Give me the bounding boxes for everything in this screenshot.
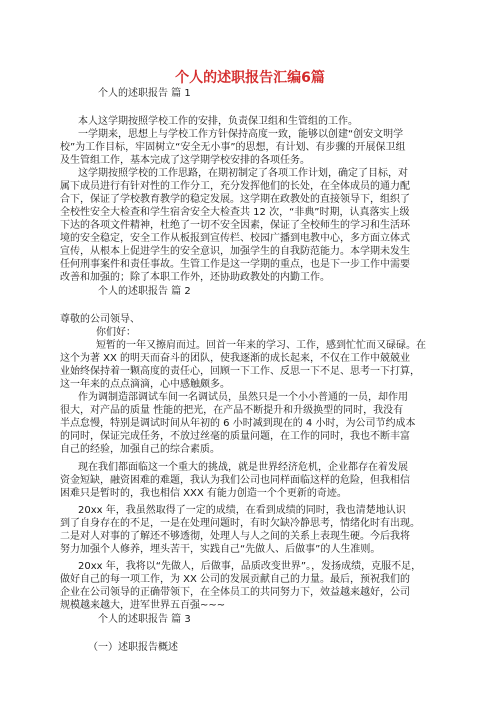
paragraph-line: 属下成员进行有针对性的工作分工，充分发挥他们的长处，在全体成员的通力配 <box>60 181 410 192</box>
paragraph-line: 这学期按照学校的工作思路，在期初制定了各项工作计划，确定了目标，对 <box>78 168 408 179</box>
paragraph-line: 下达的各项文件精神，杜绝了一切不安全因素，保证了全校师生的学习和生活环 <box>60 220 410 231</box>
paragraph-line: 努力加强个人修养，埋头苦干，实践自己“先做人、后做事”的人生准则。 <box>60 544 381 555</box>
section-heading-2: 个人的述职报告 篇 2 <box>98 286 191 297</box>
paragraph-line: 全校性安全大检查和学生宿舍安全大检查共 12 次，“非典”时期，认真落实上级 <box>60 207 410 218</box>
paragraph-line: 困难只是暂时的，我也相信 XXX 有能力创造一个个更新的奇迹。 <box>60 488 347 499</box>
paragraph-line: 做好自己的每一项工作，为 XX 公司的发展贡献自己的力量。最后，预祝我们的 <box>60 574 411 585</box>
paragraph-line: 本人这学期按照学校工作的安排，负责保卫组和生管组的工作。 <box>78 116 358 127</box>
paragraph-line: 很大，对产品的质量 性能的把光，在产品不断提升和升级换型的同时，我没有 <box>60 405 404 416</box>
paragraph-line: 宣传，从根本上促进学生的安全意识，加强学生的自我防范能力。本学期未发生 <box>60 246 410 257</box>
paragraph-line: 改善和加强的；除了本职工作外，还协助政教处的内勤工作。 <box>60 272 330 283</box>
paragraph-line: 半点怠慢，特别是调试时间从年初的 6 小时减到现在的 4 小时，为公司节约成本 <box>60 418 416 429</box>
paragraph-line: 这一年来的点点滴滴，心中感触颇多。 <box>60 379 230 390</box>
paragraph-line: 作为调制造部调试车间一名调试员，虽然只是一个小小普通的一员，却作用 <box>78 392 408 403</box>
paragraph-line: 20xx 年，我虽然取得了一定的成绩，在看到成绩的同时，我也清楚地认识 <box>78 505 406 516</box>
subsection-heading: （一）述职报告概述 <box>88 642 178 653</box>
paragraph-line: 自己的经验，加强自己的综合素质。 <box>60 444 220 455</box>
paragraph-line: 现在我们都面临这一个重大的挑战，就是世界经济危机，企业都存在着发展 <box>78 462 408 473</box>
greeting-line: 你们好： <box>96 327 136 338</box>
paragraph-line: 业始终保持着一颗高度的责任心，回顾一下工作、反思一下不足、思考一下打算， <box>60 366 420 377</box>
salutation-line: 尊敬的公司领导、 <box>60 314 140 325</box>
paragraph-line: 20xx 年，我将以“先做人，后做事，品质改变世界”。，发扬成绩，克服不足， <box>78 561 422 572</box>
paragraph-line: 企业在公司领导的正确带领下，在全体员工的共同努力下，效益越来越好，公司 <box>60 587 410 598</box>
paragraph-line: 短暂的一年又擦肩而过。回首一年来的学习、工作，感到忙忙而又碌碌。在 <box>96 340 426 351</box>
paragraph-line: 合下，保证了学校教育教学的稳定发展。这学期在政教处的直接领导下，组织了 <box>60 194 410 205</box>
paragraph-line: 境的安全稳定，安全工作从板报到宣传栏、校园广播到电教中心，多方面立体式 <box>60 233 410 244</box>
paragraph-line: 到了自身存在的不足，一是在处理问题时，有时欠缺冷静思考，情绪化时有出现。 <box>60 518 420 529</box>
document-title: 个人的述职报告汇编6篇 <box>175 70 325 86</box>
section-heading-1: 个人的述职报告 篇 1 <box>98 88 191 99</box>
paragraph-line: 规模越来越大，进军世界五百强~~~ <box>60 600 226 611</box>
section-heading-3: 个人的述职报告 篇 3 <box>98 614 191 625</box>
paragraph-line: 校”为工作目标，牢固树立“安全无小事”的思想，有计划、有步骤的开展保卫组 <box>60 142 406 153</box>
paragraph-line: 资金短缺，融资困难的难题，我认为我们公司也同样面临这样的危险，但我相信 <box>60 475 410 486</box>
paragraph-line: 一学期来，思想上与学校工作方针保持高度一致，能够以创建“创安文明学 <box>78 129 404 140</box>
paragraph-line: 任何刑事案件和责任事故。生管工作是这一学期的重点，也是下一步工作中需要 <box>60 259 410 270</box>
paragraph-line: 二是对人对事的了解还不够透彻，处理人与人之间的关系上表现生硬。今后我将 <box>60 531 410 542</box>
paragraph-line: 这个为著 XX 的明天而奋斗的团队，使我逐渐的成长起来，不仅在工作中兢兢业 <box>60 353 411 364</box>
paragraph-line: 及生管组工作，基本完成了这学期学校安排的各项任务。 <box>60 155 310 166</box>
paragraph-line: 的同时，保证完成任务，不放过丝毫的质量问题，在工作的同时，我也不断丰富 <box>60 431 410 442</box>
